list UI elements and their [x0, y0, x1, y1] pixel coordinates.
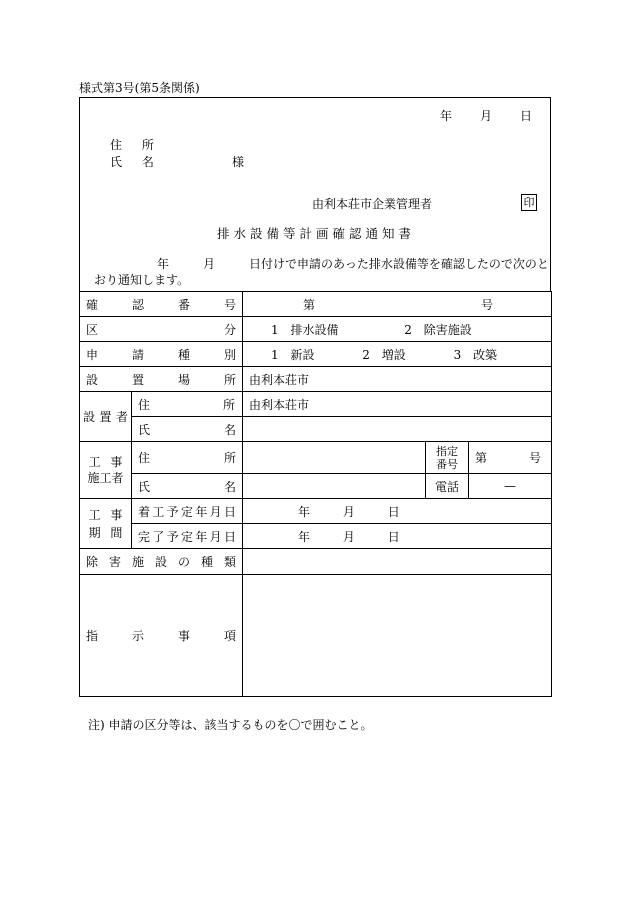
designated-dai: 第	[475, 451, 488, 465]
body-year: 年	[157, 257, 170, 271]
recipient-address-label: 住 所	[110, 138, 162, 152]
start-day: 日	[387, 504, 400, 519]
facility-type-label-text: 除害施設の種類	[86, 555, 237, 569]
installer-name-label	[132, 417, 243, 442]
notice-table	[79, 291, 552, 697]
issuer-name: 由利本荘市企業管理者	[312, 197, 433, 211]
row-instructions	[80, 575, 552, 697]
row-contractor-name	[80, 474, 552, 499]
period-label-line-2: 期 間	[88, 525, 123, 540]
installer-address-label	[132, 392, 243, 417]
category-options	[243, 317, 552, 342]
category-option-drainage: 1 排水設備	[271, 322, 339, 337]
period-label	[80, 499, 132, 549]
contractor-label-line-1: 工 事	[88, 455, 123, 469]
row-facility-type	[80, 549, 552, 575]
contractor-address-label-text: 住所	[138, 451, 237, 465]
issue-date-month: 月	[479, 109, 492, 123]
application-type-label	[80, 342, 243, 367]
start-date-label-text: 着工予定年月日	[138, 504, 237, 519]
start-year: 年	[298, 504, 311, 519]
location-label	[80, 367, 243, 392]
contractor-name-label	[132, 474, 243, 499]
contractor-address-value	[243, 442, 426, 474]
row-location	[80, 367, 552, 392]
designated-number-label-line-2: 番号	[436, 457, 459, 471]
application-type-options	[243, 342, 552, 367]
notice-body-line-2: おり通知します。	[94, 273, 190, 287]
phone-value: —	[469, 474, 552, 499]
issue-date-day: 日	[519, 109, 532, 123]
contractor-label-line-2: 施工者	[87, 471, 124, 485]
recipient-name-label: 氏 名	[110, 155, 162, 169]
body-text: 日付けで申請のあった排水設備等を確認したので次のと	[249, 257, 549, 271]
end-date-label-text: 完了予定年月日	[138, 529, 237, 544]
issue-date	[412, 107, 532, 124]
contractor-label	[80, 442, 132, 499]
designated-number-value	[469, 442, 552, 474]
category-label	[80, 317, 243, 342]
phone-label: 電話	[426, 474, 469, 499]
facility-type-value	[243, 549, 552, 575]
app-type-renovation: 3 改築	[453, 347, 498, 362]
instructions-label-text: 指示事項	[86, 629, 237, 643]
installer-name-value	[243, 417, 552, 442]
footnote: 注) 申請の区分等は、該当するものを〇で囲むこと。	[88, 718, 373, 732]
confirm-number-value	[243, 292, 552, 317]
row-start-date	[80, 499, 552, 524]
application-type-label-text: 申請種別	[86, 347, 237, 362]
installer-label-text: 設置者	[83, 410, 128, 424]
honorific: 様	[232, 155, 245, 169]
end-year: 年	[298, 529, 311, 544]
category-label-right: 分	[224, 322, 237, 337]
issue-date-year: 年	[439, 109, 452, 123]
contractor-name-value	[243, 474, 426, 499]
start-month: 月	[342, 504, 355, 519]
confirm-number-dai: 第	[303, 297, 316, 312]
end-date-value	[243, 524, 552, 549]
start-date-value	[243, 499, 552, 524]
row-end-date	[80, 524, 552, 549]
instructions-value	[243, 575, 552, 697]
row-category	[80, 317, 552, 342]
designated-number-label	[426, 442, 469, 474]
category-label-left: 区	[86, 322, 99, 337]
end-month: 月	[342, 529, 355, 544]
document-title: 排水設備等計画確認通知書	[216, 226, 415, 241]
notice-header-box	[79, 97, 551, 291]
facility-type-label	[80, 549, 243, 575]
start-date-label	[132, 499, 243, 524]
period-label-line-1: 工 事	[88, 507, 123, 522]
end-day: 日	[387, 529, 400, 544]
app-type-extension: 2 増設	[362, 347, 406, 362]
end-date-label	[132, 524, 243, 549]
row-installer-address	[80, 392, 552, 417]
location-label-text: 設置場所	[86, 372, 237, 387]
location-value: 由利本荘市	[243, 367, 552, 392]
row-application-type	[80, 342, 552, 367]
contractor-address-label	[132, 442, 243, 474]
row-installer-name	[80, 417, 552, 442]
installer-name-label-text: 氏名	[138, 422, 237, 437]
confirm-number-label	[80, 292, 243, 317]
installer-address-label-text: 住所	[138, 397, 236, 412]
installer-label	[80, 392, 132, 442]
category-option-abatement: 2 除害施設	[404, 322, 472, 337]
contractor-name-label-text: 氏名	[138, 479, 237, 494]
designated-go: 号	[529, 451, 542, 465]
body-month: 月	[203, 257, 216, 271]
row-confirm-number	[80, 292, 552, 317]
installer-address-value: 由利本荘市	[243, 392, 552, 417]
instructions-label	[80, 575, 243, 697]
app-type-new: 1 新設	[271, 347, 315, 362]
notice-body-line-1	[157, 255, 549, 272]
form-number-label: 様式第3号(第5条関係)	[79, 81, 200, 95]
seal-mark: 印	[521, 194, 537, 211]
row-contractor-address	[80, 442, 552, 474]
designated-number-label-line-1: 指定	[436, 444, 459, 458]
confirm-number-go: 号	[481, 297, 494, 312]
confirm-number-label-text: 確認番号	[86, 297, 237, 312]
